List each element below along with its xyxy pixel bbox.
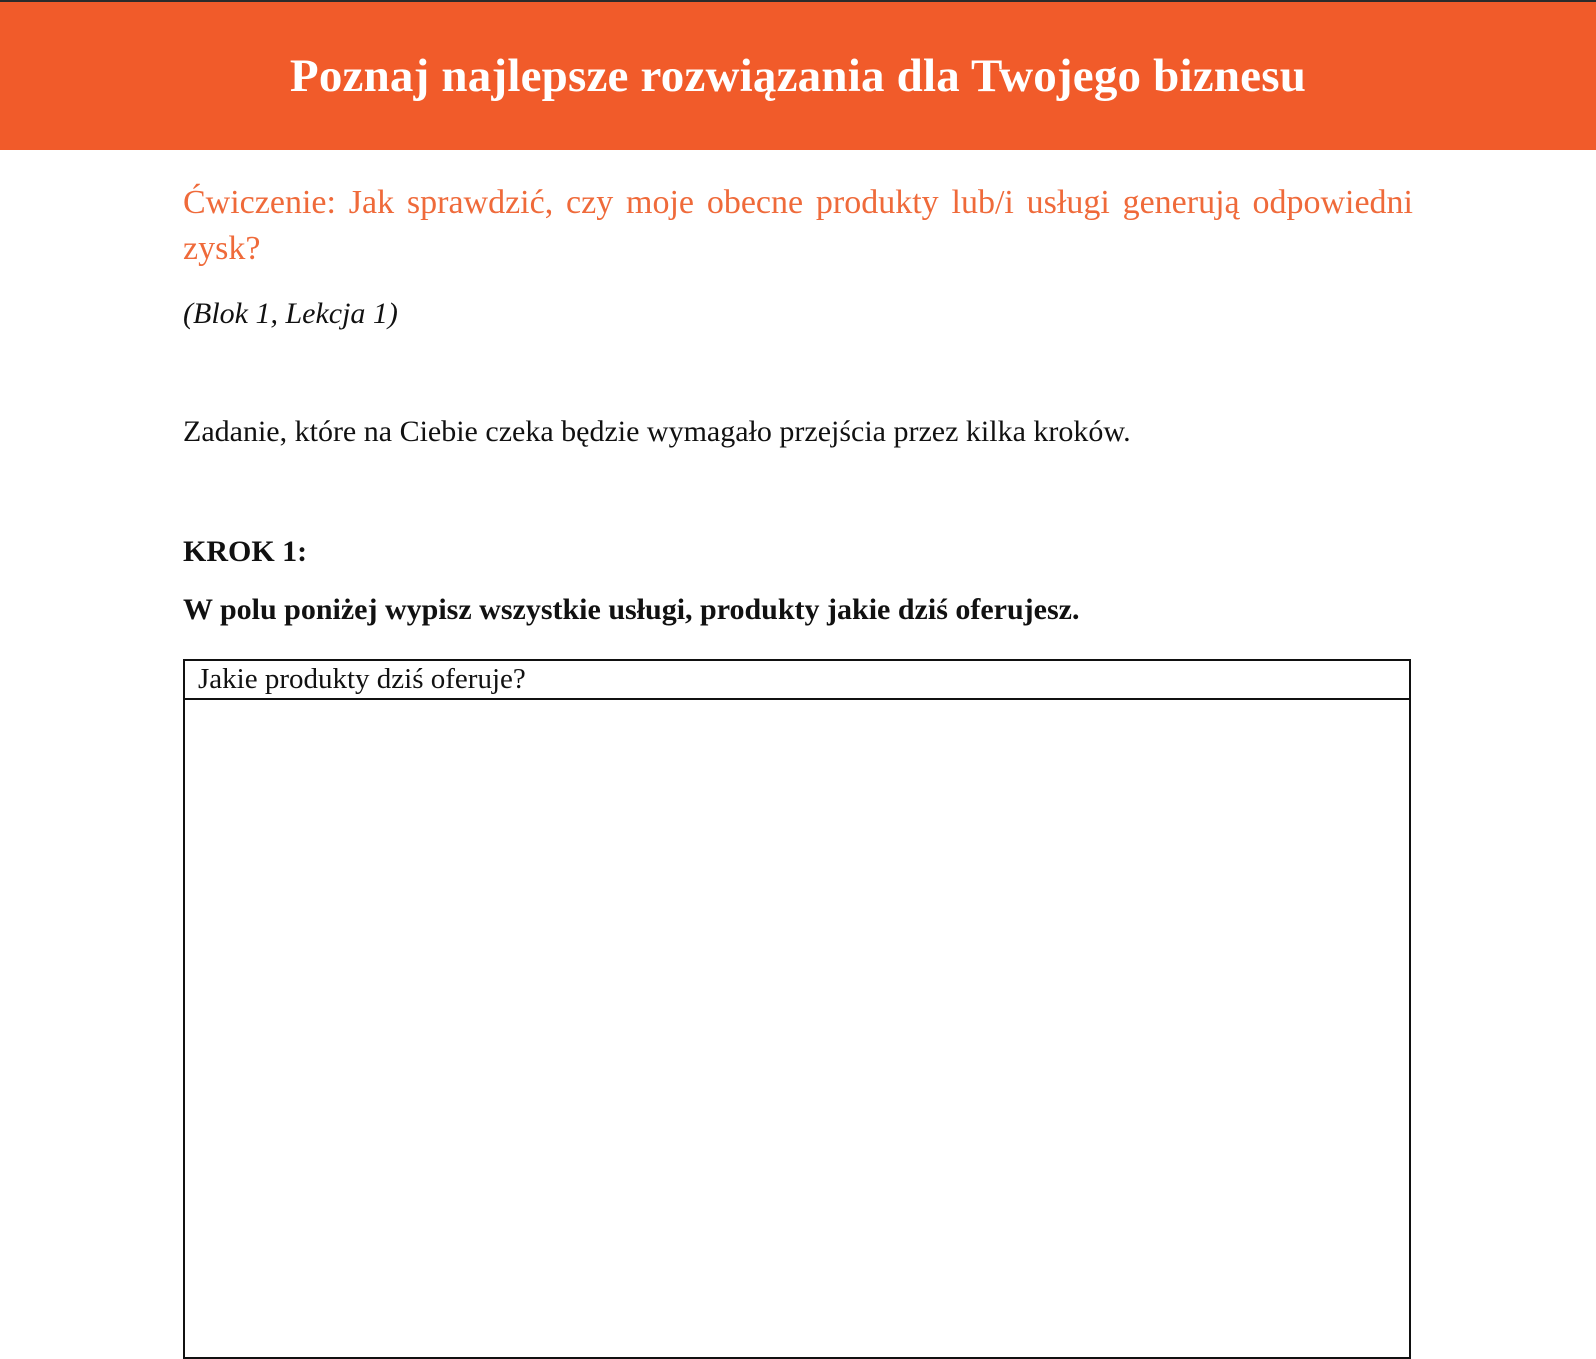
products-table-header: Jakie produkty dziś oferuje? <box>185 661 1409 700</box>
main-content <box>183 180 1413 628</box>
task-intro-text: Zadanie, które na Ciebie czeka będzie wymagało przejścia przez kilka kroków. <box>183 415 1131 448</box>
header-banner <box>0 2 1596 150</box>
step-1-heading: KROK 1: <box>183 535 308 568</box>
products-answer-table <box>183 659 1411 1359</box>
products-answer-field[interactable] <box>185 700 1409 1340</box>
page-title: Poznaj najlepsze rozwiązania dla Twojego biznesu <box>289 50 1307 102</box>
step-1-instruction: W polu poniżej wypisz wszystkie usługi, produkty jakie dziś oferujesz. <box>183 593 1080 626</box>
lesson-reference: (Blok 1, Lekcja 1) <box>183 297 398 330</box>
exercise-title: Ćwiczenie: Jak sprawdzić, czy moje obecne produkty lub/i usługi generują odpowiedni zysk? <box>183 184 1413 267</box>
